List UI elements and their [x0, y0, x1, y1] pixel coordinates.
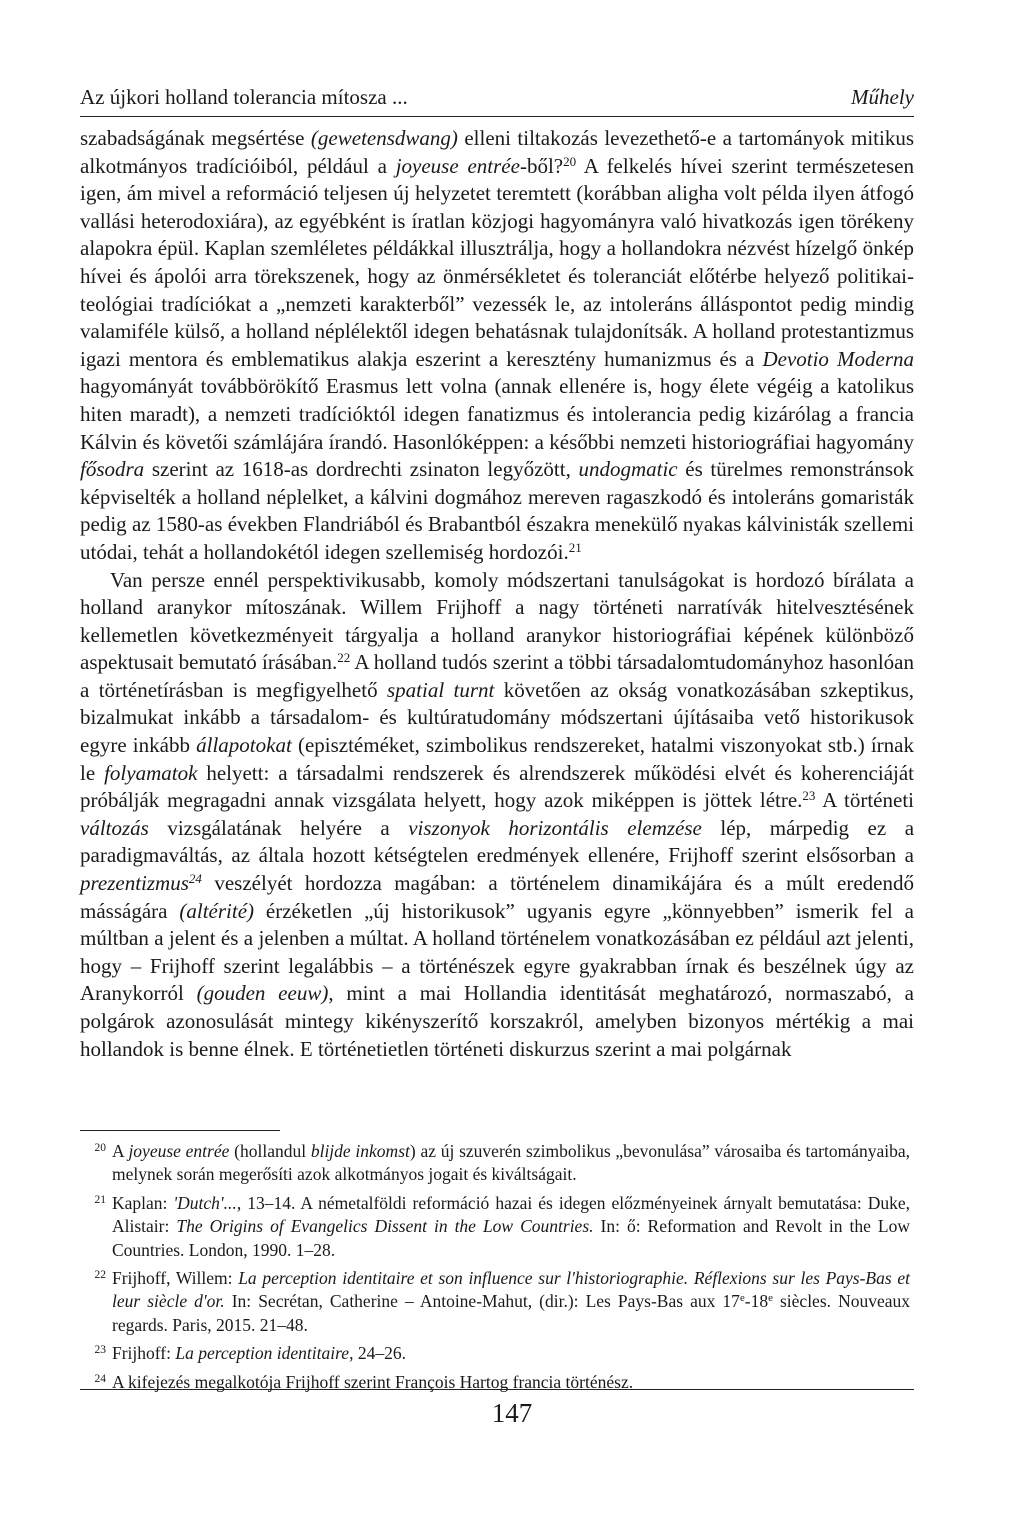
italic-span: The Origins of Evangelics Dissent in the Low Countries. [176, 1216, 594, 1237]
italic-span: (altérité) [179, 898, 255, 923]
footnote-reference: 21 [568, 539, 582, 555]
text-span: (hollandul [229, 1141, 311, 1161]
italic-span: (gewetensdwang) [310, 126, 458, 150]
text-span: -ből? [519, 153, 564, 178]
text-span: ) az új szuverén szimbolikus „bevonulása” városaiba és tartományaiba, melynek során megerősíti azok alkotmányos jogait és kiváltságait. [112, 1141, 910, 1185]
text-span: A kifejezés megalkotója Frijhoff szerint François Hartog francia történész. [112, 1371, 634, 1392]
footnote [80, 1192, 910, 1262]
text-span: , mint a mai Hollandia identitását meghatározó, normaszabó, a polgárok azonosulását mintegy kikényszerítő korszakról, amelyben bizonyos mértékig a mai hollandok is benne élnek. E történetietlen történeti diskurzus szerint a mai polgárnak [80, 981, 914, 1061]
footnote-reference: 22 [337, 650, 351, 666]
body-text [80, 125, 914, 1063]
footnote-number: 24 [94, 1372, 106, 1385]
italic-span: folyamatok [104, 760, 198, 785]
text-span: és türelmes remonstránsok képviselték a holland néplelket, a kálvini dogmához mereven ragaszkodó és intoleráns gomaristák pedig az 1580-as években Flandriából és Brabantból északra menekülő nyakas kálvinisták szellemi utódai, tehát a hollandokétól idegen szellemiség hordozói. [80, 457, 914, 564]
footnote [80, 1140, 910, 1187]
italic-span: 'Dutch'... [173, 1192, 237, 1213]
text-span: követően az okság vonatkozásában szkeptikus, bizalmukat inkább a társadalom- és kultúratudomány módszertani újításaiba vető historikusok egyre inkább [80, 677, 914, 758]
running-head-title: Az újkori holland tolerancia mítosza ... [80, 85, 408, 109]
italic-span: Devotio Moderna [762, 346, 914, 371]
footnote-number: 21 [94, 1193, 106, 1206]
italic-span: spatial turnt [386, 677, 495, 702]
italic-span: undogmatic [578, 457, 678, 482]
text-span: érzéketlen „új historikusok” ugyanis egyre „könnyebben” ismerik fel a múltban a jelent és a jelenben a múltat. A holland történelem vonatkozásában ez például azt jelenti, hogy – Frijhoff szerint legalábbis – a történészek egyre gyakrabban írnak és beszélnek úgy az Aranykorról [80, 898, 914, 1006]
text-span: elleni tiltakozás levezethető-e a tartományok mitikus alkotmányos tradícióiból, például a [80, 126, 914, 178]
text-span: , 13–14. A németalföldi reformáció hazai és idegen előzményeinek árnyalt bemutatása: Duke, Alistair: [112, 1192, 910, 1237]
text-span: , 24–26. [349, 1343, 406, 1364]
italic-span: fősodra [80, 457, 145, 482]
footnote-number: 23 [94, 1344, 106, 1357]
text-span: (episztéméket, szimbolikus rendszereket, hatalmi viszonyokat stb.) írnak le [80, 733, 914, 785]
running-head [80, 82, 914, 117]
text-span: In: Secrétan, Catherine – Antoine-Mahut, (dir.): Les Pays-Bas aux 17 [224, 1291, 740, 1312]
italic-span: prezentizmus [80, 871, 189, 896]
text-span: In: ő: Reformation and Revolt in the Low Countries. London, 1990. 1–28. [112, 1216, 910, 1260]
text-span: szabadságának megsértése [80, 126, 311, 150]
italic-span: (gouden eeuw) [196, 981, 329, 1006]
page-number: 147 [491, 1398, 533, 1428]
running-head-section: Műhely [851, 85, 914, 109]
text-span: Van persze ennél perspektivikusabb, komoly módszertani tanulságokat is hordozó bírálata a holland aranykor mítoszának. Willem Frijhoff a nagy történeti narratívák hitelvesztésének kellemetlen következményeit tárgyalja a holland aranykor historiográfiai képének különböző aspektusait bemutató írásában. [80, 567, 914, 675]
italic-span: blijde inkomst [310, 1141, 410, 1161]
footnote-reference: 20 [563, 153, 577, 169]
footnote-reference: e [739, 1292, 745, 1305]
text-span: veszélyét hordozza magában: a történelem dinamikájára és a múlt eredendő másságára [80, 871, 914, 923]
text-span: A [112, 1141, 129, 1161]
footnote-number: 22 [94, 1269, 106, 1282]
text-span: vizsgálatának helyére a [148, 815, 409, 840]
text-span: szerint az 1618-as dordrechti zsinaton legyőzött, [144, 457, 579, 482]
footnotes [80, 1140, 910, 1399]
footnote-separator [80, 1130, 280, 1131]
text-span: Frijhoff: [112, 1343, 176, 1364]
italic-span: joyeuse entrée [395, 153, 520, 178]
text-span: lép, márpedig ez a paradigmaváltás, az általa hozott kétségtelen eredmények ellenére, Frijhoff szerint elsősorban a [80, 815, 915, 868]
text-span: Kaplan: [112, 1192, 174, 1213]
italic-span: joyeuse entrée [128, 1141, 230, 1161]
footnote-number: 20 [94, 1142, 106, 1154]
text-span: siècles. Nouveaux regards. Paris, 2015. 21–48. [112, 1291, 910, 1335]
footnote-reference: e [768, 1292, 773, 1305]
text-span: -18 [744, 1291, 769, 1312]
italic-span: változás [80, 815, 149, 840]
italic-span: viszonyok horizontális elemzése [408, 815, 702, 840]
footnote [80, 1342, 910, 1365]
footnote-reference: 24 [188, 870, 202, 886]
text-span: helyett: a társadalmi rendszerek és alrendszerek működési elvét és koherenciáját próbálják megragadni annak vizsgálata helyett, hogy azok miképpen is jöttek létre. [80, 760, 915, 813]
text-span: A holland tudós szerint a többi társadalomtudományhoz hasonlóan a történetírásban is megfigyelhető [80, 650, 914, 702]
paragraph [80, 125, 914, 567]
footnote [80, 1267, 910, 1337]
italic-span: La perception identitaire et son influence sur l'historiographie. Réflexions sur les Pays-Bas et leur siècle d'or. [112, 1268, 910, 1312]
text-span: A történeti [815, 788, 914, 813]
text-span: A felkelés hívei szerint természetesen igen, ám mivel a reformáció teljesen új helyzetet teremtett (korábban aligha volt példa ilyen átfogó vallási heterodoxiára), az egyébként is íratlan közjogi hagyományra való hivatkozás igen törékeny alapokra épül. Kaplan szemléletes példákkal illusztrálja, hogy a hollandokra nézvést hízelgő önkép hívei és ápolói arra törekszenek, hogy az önmérsékletet és toleranciát előtérbe helyező politikai-teológiai tradíciókat a „nemzeti karakterből” vezessék le, az intoleráns álláspontot pedig mindig valamiféle külső, a holland néplélektől idegen behatásnak tulajdonítsák. A holland protestantizmus igazi mentora és emblematikus alakja eszerint a keresztény humanizmus és a [80, 153, 914, 371]
text-span: hagyományát továbbörökítő Erasmus lett volna (annak ellenére is, hogy élete végéig a katolikus hiten maradt), a nemzeti tradícióktól idegen fanatizmus és intolerancia pedig kizárólag a francia Kálvin és követői számlájára írandó. Hasonlóképpen: a későbbi nemzeti historiográfiai hagyomány [80, 374, 914, 454]
paragraph [80, 567, 914, 1064]
italic-span: La perception identitaire [175, 1343, 350, 1364]
text-span: Frijhoff, Willem: [112, 1268, 239, 1289]
bottom-rule [80, 1389, 914, 1390]
italic-span: állapotokat [196, 733, 292, 758]
footnote-reference: 23 [802, 788, 816, 804]
footnote [80, 1371, 910, 1394]
